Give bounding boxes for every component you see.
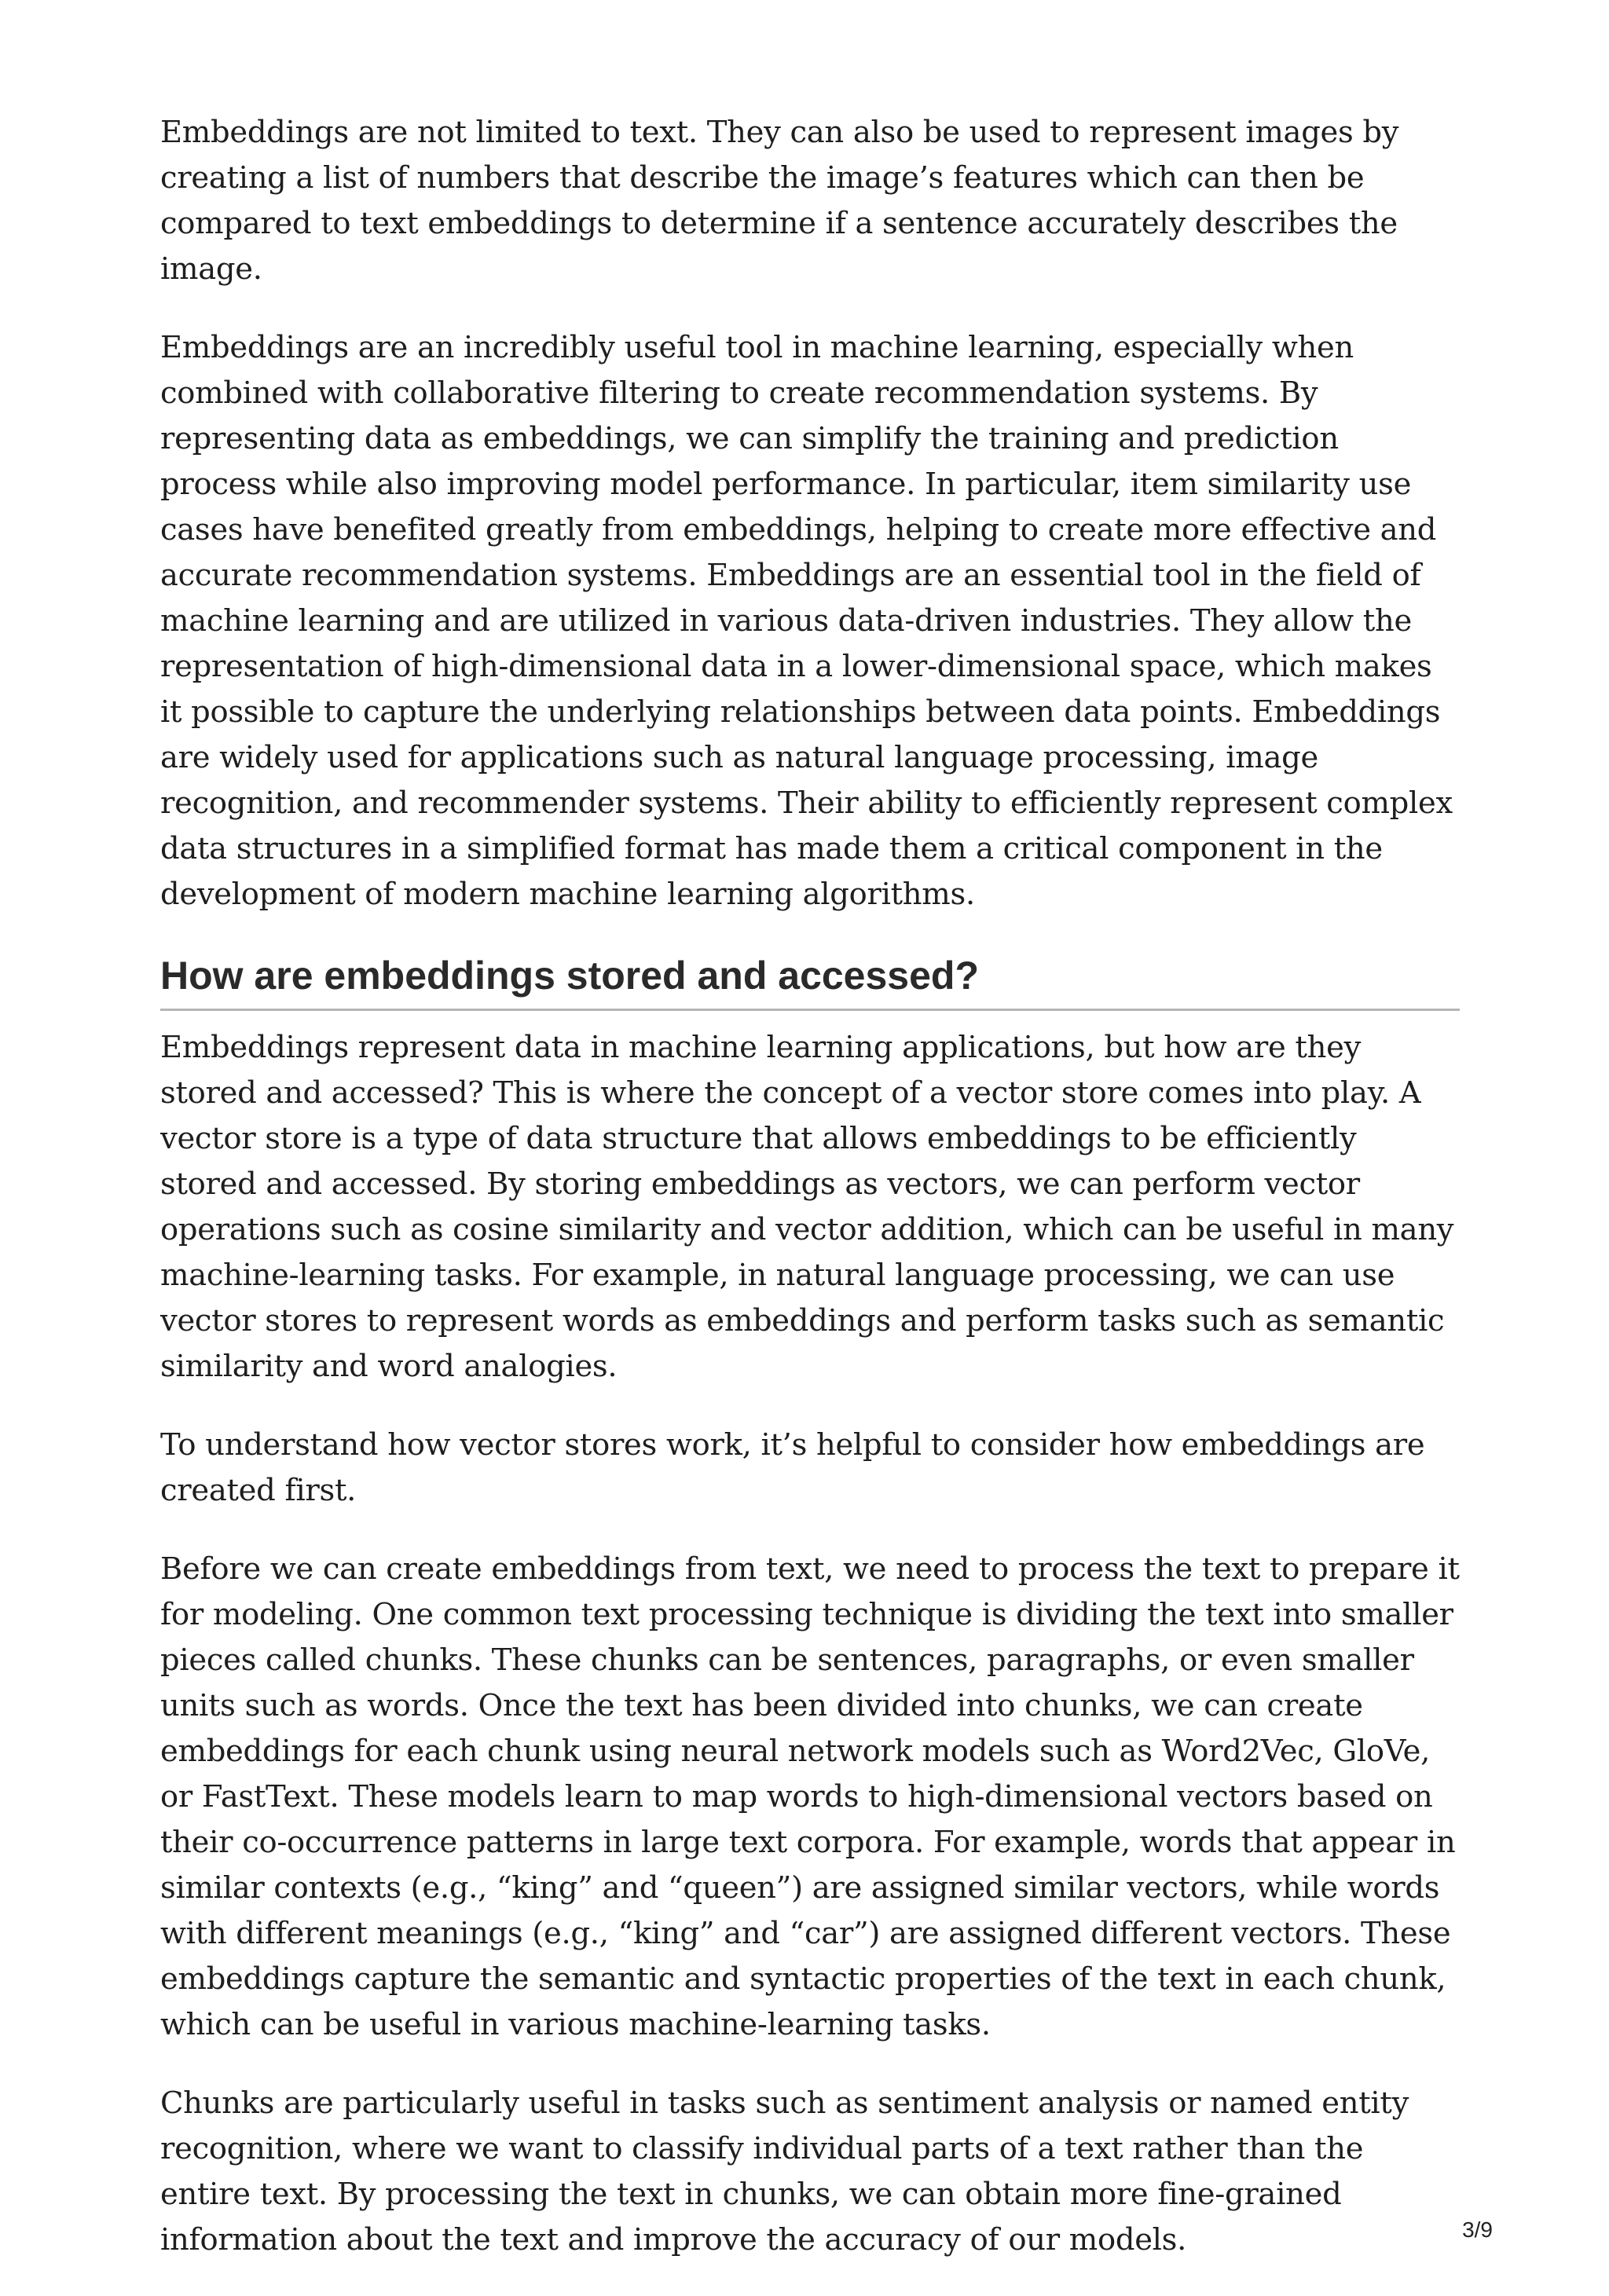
paragraph-understand: To understand how vector stores work, it’s helpful to consider how embeddings are created first. bbox=[160, 1427, 1425, 1508]
paragraph-images: Embeddings are not limited to text. They can also be used to represent images by creating a list of numbers that describe the image’s features which can then be compared to text embeddings to determine if a sentence accurately describes the image. bbox=[160, 115, 1399, 287]
page-number: 3/9 bbox=[1462, 2217, 1493, 2242]
paragraph-chunks: Before we can create embeddings from text, we need to process the text to prepare it for modeling. One common text processing technique is dividing the text into smaller pieces called chunks. These chunks can be sentences, paragraphs, or even smaller units such as words. Once the text has been divided into chunks, we can create embeddings for each chunk using neural network models such as Word2Vec, GloVe, or FastText. These models learn to map words to high-dimensional vectors based on their co-occurrence patterns in large text corpora. For example, words that appear in similar contexts (e.g., “king” and “queen”) are assigned similar vectors, while words with different meanings (e.g., “king” and “car”) are assigned different vectors. These embeddings capture the semantic and syntactic properties of the text in each chunk, which can be useful in various machine-learning tasks. bbox=[160, 1551, 1460, 2042]
article-body bbox=[160, 110, 1460, 2296]
paragraph-vector-store: Embeddings represent data in machine learning applications, but how are they stored and accessed? This is where the concept of a vector store comes into play. A vector store is a type of data structure that allows embeddings to be efficiently stored and accessed. By storing embeddings as vectors, we can perform vector operations such as cosine similarity and vector addition, which can be useful in many machine-learning tasks. For example, in natural language processing, we can use vector stores to represent words as embeddings and perform tasks such as semantic similarity and word analogies. bbox=[160, 1030, 1454, 1384]
paragraph-chunk-uses: Chunks are particularly useful in tasks such as sentiment analysis or named entity recognition, where we want to classify individual parts of a text rather than the entire text. By processing the text in chunks, we can obtain more fine-grained information about the text and improve the accuracy of our models. bbox=[160, 2085, 1409, 2258]
paragraph-usefulness: Embeddings are an incredibly useful tool in machine learning, especially when combined with collaborative filtering to create recommendation systems. By representing data as embeddings, we can simplify the training and prediction process while also improving model performance. In particular, item similarity use cases have benefited greatly from embeddings, helping to create more effective and accurate recommendation systems. Embeddings are an essential tool in the field of machine learning and are utilized in various data-driven industries. They allow the representation of high-dimensional data in a lower-dimensional space, which makes it possible to capture the underlying relationships between data points. Embeddings are widely used for applications such as natural language processing, image recognition, and recommender systems. Their ability to efficiently represent complex data structures in a simplified format has made them a critical component in the development of modern machine learning algorithms. bbox=[160, 330, 1453, 912]
section-heading: How are embeddings stored and accessed? bbox=[160, 950, 1460, 1011]
